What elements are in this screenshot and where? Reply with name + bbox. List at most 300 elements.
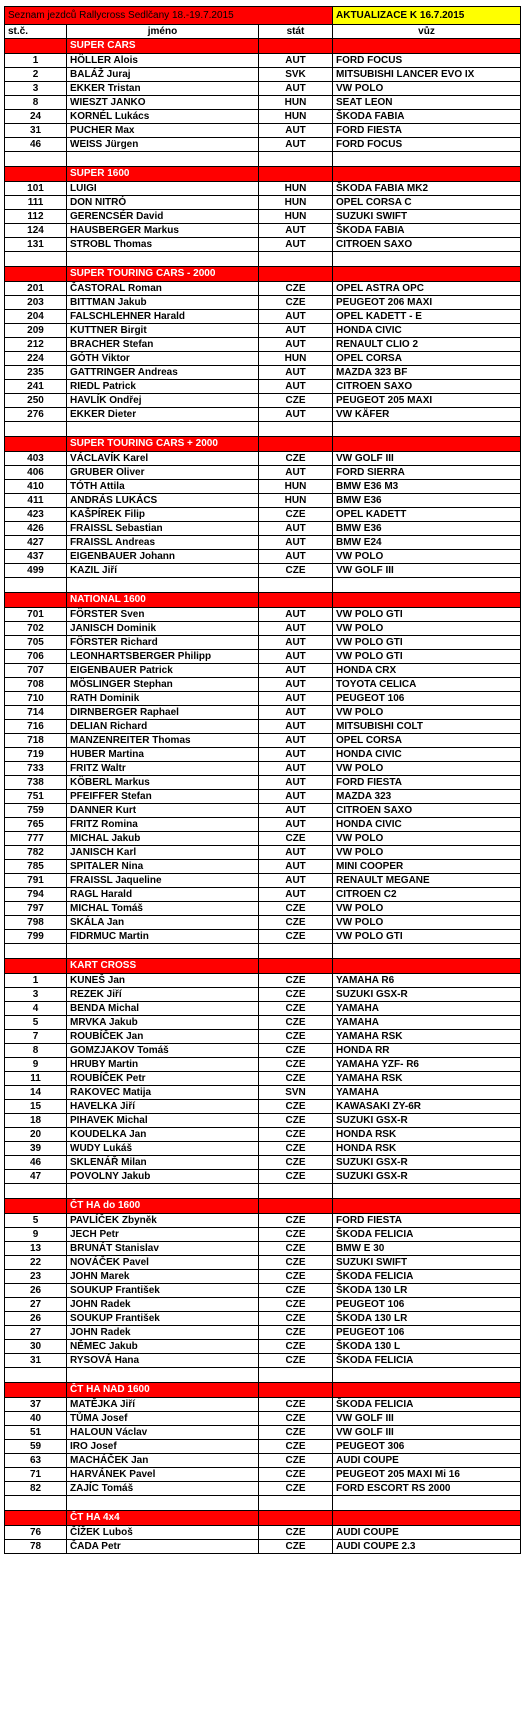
col-car-header: vůz (333, 25, 521, 39)
start-number: 101 (5, 182, 67, 196)
driver-name: EKKER Dieter (67, 408, 259, 422)
driver-name: FALSCHLEHNER Harald (67, 310, 259, 324)
start-number: 733 (5, 762, 67, 776)
country: CZE (259, 1142, 333, 1156)
car: YAMAHA (333, 1086, 521, 1100)
empty-cell (5, 422, 67, 437)
car: HONDA CIVIC (333, 748, 521, 762)
driver-name: PAVLÍČEK Zbyněk (67, 1214, 259, 1228)
car: ŠKODA FELICIA (333, 1354, 521, 1368)
driver-name: HRUBY Martin (67, 1058, 259, 1072)
entry-row (5, 282, 521, 296)
empty-cell (333, 959, 521, 974)
start-number: 250 (5, 394, 67, 408)
country: CZE (259, 1440, 333, 1454)
entry-row (5, 1030, 521, 1044)
country: HUN (259, 352, 333, 366)
driver-name: FRITZ Romina (67, 818, 259, 832)
start-number: 15 (5, 1100, 67, 1114)
country: CZE (259, 1468, 333, 1482)
car: CITROEN C2 (333, 888, 521, 902)
entry-row (5, 832, 521, 846)
entry-row (5, 564, 521, 578)
car: HONDA CIVIC (333, 818, 521, 832)
driver-name: GRUBER Oliver (67, 466, 259, 480)
driver-name: SKLENÁŘ Milan (67, 1156, 259, 1170)
car: RENAULT MEGANE (333, 874, 521, 888)
driver-name: FRAISSL Andreas (67, 536, 259, 550)
driver-name: KUNEŠ Jan (67, 974, 259, 988)
country: CZE (259, 564, 333, 578)
empty-cell (259, 944, 333, 959)
entry-row (5, 480, 521, 494)
country: AUT (259, 706, 333, 720)
start-number: 9 (5, 1228, 67, 1242)
start-number: 791 (5, 874, 67, 888)
entry-row (5, 196, 521, 210)
driver-name: ROUBÍČEK Petr (67, 1072, 259, 1086)
start-number: 111 (5, 196, 67, 210)
car: FORD FOCUS (333, 54, 521, 68)
driver-name: BRACHER Stefan (67, 338, 259, 352)
car: AUDI COUPE (333, 1454, 521, 1468)
car: RENAULT CLIO 2 (333, 338, 521, 352)
country: AUT (259, 748, 333, 762)
start-number: 201 (5, 282, 67, 296)
entry-row (5, 522, 521, 536)
empty-cell (259, 1511, 333, 1526)
start-number: 426 (5, 522, 67, 536)
empty-cell (333, 152, 521, 167)
country: AUT (259, 664, 333, 678)
driver-name: JOHN Radek (67, 1298, 259, 1312)
driver-name: SOUKUP František (67, 1284, 259, 1298)
start-number: 11 (5, 1072, 67, 1086)
entry-row (5, 1058, 521, 1072)
start-number: 235 (5, 366, 67, 380)
country: CZE (259, 1412, 333, 1426)
country: CZE (259, 1016, 333, 1030)
entry-row (5, 650, 521, 664)
empty-cell (259, 1496, 333, 1511)
start-number: 782 (5, 846, 67, 860)
driver-name: ANDRÁS LUKÁCS (67, 494, 259, 508)
driver-name: DON NITRÓ (67, 196, 259, 210)
empty-cell (259, 39, 333, 54)
driver-name: MRVKA Jakub (67, 1016, 259, 1030)
entry-row (5, 452, 521, 466)
entry-row (5, 324, 521, 338)
start-number: 738 (5, 776, 67, 790)
start-number: 23 (5, 1270, 67, 1284)
car: BMW E36 (333, 522, 521, 536)
empty-cell (5, 578, 67, 593)
start-number: 765 (5, 818, 67, 832)
start-number: 403 (5, 452, 67, 466)
entry-row (5, 1214, 521, 1228)
driver-name: SPITALER Nina (67, 860, 259, 874)
entry-row (5, 508, 521, 522)
start-number: 59 (5, 1440, 67, 1454)
start-number: 707 (5, 664, 67, 678)
entry-row (5, 110, 521, 124)
driver-name: DANNER Kurt (67, 804, 259, 818)
category-title: SUPER 1600 (67, 167, 259, 182)
start-number: 708 (5, 678, 67, 692)
country: CZE (259, 1058, 333, 1072)
car: MINI COOPER (333, 860, 521, 874)
start-number: 63 (5, 1454, 67, 1468)
entry-row (5, 988, 521, 1002)
entry-row (5, 82, 521, 96)
driver-name: WIESZT JANKO (67, 96, 259, 110)
car: CITROEN SAXO (333, 804, 521, 818)
country: CZE (259, 1002, 333, 1016)
empty-cell (259, 578, 333, 593)
category-title: ČT HA NAD 1600 (67, 1383, 259, 1398)
start-number: 209 (5, 324, 67, 338)
country: HUN (259, 210, 333, 224)
car: ŠKODA 130 L (333, 1340, 521, 1354)
country: AUT (259, 522, 333, 536)
country: AUT (259, 678, 333, 692)
entry-row (5, 394, 521, 408)
category-header-row (5, 267, 521, 282)
country: AUT (259, 366, 333, 380)
driver-name: TÓTH Attila (67, 480, 259, 494)
driver-name: KÖBERL Markus (67, 776, 259, 790)
spacer-row (5, 1184, 521, 1199)
entry-row (5, 338, 521, 352)
empty-cell (333, 578, 521, 593)
category-header-row (5, 39, 521, 54)
entry-row (5, 1256, 521, 1270)
empty-cell (333, 422, 521, 437)
country: CZE (259, 902, 333, 916)
spacer-row (5, 944, 521, 959)
entry-row (5, 888, 521, 902)
empty-cell (259, 437, 333, 452)
driver-name: FRAISSL Sebastian (67, 522, 259, 536)
entry-row (5, 494, 521, 508)
entry-row (5, 664, 521, 678)
car: VW GOLF III (333, 564, 521, 578)
start-number: 499 (5, 564, 67, 578)
start-number: 719 (5, 748, 67, 762)
entry-row (5, 692, 521, 706)
start-number: 20 (5, 1128, 67, 1142)
start-number: 411 (5, 494, 67, 508)
car: SUZUKI SWIFT (333, 1256, 521, 1270)
start-number: 716 (5, 720, 67, 734)
start-number: 701 (5, 608, 67, 622)
start-number: 22 (5, 1256, 67, 1270)
car: PEUGEOT 205 MAXI (333, 394, 521, 408)
spacer-row (5, 1496, 521, 1511)
car: PEUGEOT 206 MAXI (333, 296, 521, 310)
entry-row (5, 182, 521, 196)
entry-row (5, 874, 521, 888)
car: VW POLO GTI (333, 636, 521, 650)
entry-row (5, 1100, 521, 1114)
car: VW GOLF III (333, 1412, 521, 1426)
start-number: 31 (5, 1354, 67, 1368)
category-title: ČT HA do 1600 (67, 1199, 259, 1214)
driver-name: BENDA Michal (67, 1002, 259, 1016)
car: MAZDA 323 BF (333, 366, 521, 380)
entry-row (5, 224, 521, 238)
category-title: KART CROSS (67, 959, 259, 974)
category-title: ČT HA 4x4 (67, 1511, 259, 1526)
start-number: 46 (5, 138, 67, 152)
entry-row (5, 408, 521, 422)
empty-cell (5, 1511, 67, 1526)
driver-name: HAUSBERGER Markus (67, 224, 259, 238)
start-number: 798 (5, 916, 67, 930)
country: CZE (259, 394, 333, 408)
empty-cell (333, 1368, 521, 1383)
country: AUT (259, 790, 333, 804)
start-number: 224 (5, 352, 67, 366)
start-number: 24 (5, 110, 67, 124)
spacer-row (5, 422, 521, 437)
start-number: 14 (5, 1086, 67, 1100)
driver-name: PIHAVEK Michal (67, 1114, 259, 1128)
category-title: SUPER TOURING CARS - 2000 (67, 267, 259, 282)
driver-name: KAZIL Jiří (67, 564, 259, 578)
driver-name: KUTTNER Birgit (67, 324, 259, 338)
driver-name: FRITZ Waltr (67, 762, 259, 776)
empty-cell (259, 1383, 333, 1398)
start-number: 13 (5, 1242, 67, 1256)
car: PEUGEOT 205 MAXI Mi 16 (333, 1468, 521, 1482)
empty-cell (333, 1383, 521, 1398)
start-number: 82 (5, 1482, 67, 1496)
empty-cell (5, 1368, 67, 1383)
car: VW POLO (333, 846, 521, 860)
country: CZE (259, 1114, 333, 1128)
empty-cell (5, 1184, 67, 1199)
car: YAMAHA (333, 1016, 521, 1030)
empty-cell (5, 167, 67, 182)
driver-name: SOUKUP František (67, 1312, 259, 1326)
entry-row (5, 860, 521, 874)
column-header-row (5, 25, 521, 39)
entry-row (5, 1540, 521, 1554)
car: PEUGEOT 106 (333, 1298, 521, 1312)
car: AUDI COUPE (333, 1526, 521, 1540)
country: AUT (259, 846, 333, 860)
country: CZE (259, 508, 333, 522)
car: MAZDA 323 (333, 790, 521, 804)
car: ŠKODA 130 LR (333, 1284, 521, 1298)
country: CZE (259, 1426, 333, 1440)
driver-name: HÖLLER Alois (67, 54, 259, 68)
empty-cell (259, 152, 333, 167)
driver-name: JECH Petr (67, 1228, 259, 1242)
driver-name: MANZENREITER Thomas (67, 734, 259, 748)
start-number: 714 (5, 706, 67, 720)
driver-name: SKÁLA Jan (67, 916, 259, 930)
country: AUT (259, 338, 333, 352)
empty-cell (67, 1368, 259, 1383)
category-header-row (5, 959, 521, 974)
empty-cell (5, 267, 67, 282)
car: VW POLO (333, 916, 521, 930)
entry-row (5, 720, 521, 734)
driver-name: BALÁŽ Juraj (67, 68, 259, 82)
driver-name: MACHÁČEK Jan (67, 1454, 259, 1468)
empty-cell (67, 1184, 259, 1199)
country: HUN (259, 480, 333, 494)
driver-name: IRO Josef (67, 1440, 259, 1454)
empty-cell (333, 167, 521, 182)
empty-cell (5, 944, 67, 959)
car: PEUGEOT 106 (333, 692, 521, 706)
start-number: 37 (5, 1398, 67, 1412)
driver-name: REZEK Jiří (67, 988, 259, 1002)
entry-row (5, 1228, 521, 1242)
empty-cell (5, 152, 67, 167)
country: CZE (259, 452, 333, 466)
start-number: 47 (5, 1170, 67, 1184)
country: CZE (259, 1256, 333, 1270)
start-number: 777 (5, 832, 67, 846)
car: BMW E36 (333, 494, 521, 508)
start-number: 706 (5, 650, 67, 664)
entry-row (5, 1270, 521, 1284)
start-number: 241 (5, 380, 67, 394)
driver-name: WEISS Jürgen (67, 138, 259, 152)
start-number: 410 (5, 480, 67, 494)
car: CITROEN SAXO (333, 380, 521, 394)
country: CZE (259, 988, 333, 1002)
entry-row (5, 1156, 521, 1170)
car: OPEL KADETT (333, 508, 521, 522)
entry-row (5, 138, 521, 152)
country: AUT (259, 138, 333, 152)
empty-cell (259, 1184, 333, 1199)
start-number: 794 (5, 888, 67, 902)
entry-row (5, 310, 521, 324)
start-number: 759 (5, 804, 67, 818)
entry-row (5, 124, 521, 138)
car: FORD FIESTA (333, 776, 521, 790)
empty-cell (259, 1199, 333, 1214)
car: KAWASAKI ZY-6R (333, 1100, 521, 1114)
country: CZE (259, 1298, 333, 1312)
country: CZE (259, 1482, 333, 1496)
entry-row (5, 1312, 521, 1326)
car: VW POLO (333, 622, 521, 636)
car: FORD FIESTA (333, 1214, 521, 1228)
empty-cell (333, 39, 521, 54)
start-number: 27 (5, 1326, 67, 1340)
category-header-row (5, 437, 521, 452)
start-number: 124 (5, 224, 67, 238)
car: FORD ESCORT RS 2000 (333, 1482, 521, 1496)
country: AUT (259, 224, 333, 238)
car: VW POLO GTI (333, 650, 521, 664)
entry-row (5, 296, 521, 310)
empty-cell (259, 267, 333, 282)
empty-cell (67, 252, 259, 267)
entry-row (5, 1426, 521, 1440)
start-number: 406 (5, 466, 67, 480)
car: OPEL ASTRA OPC (333, 282, 521, 296)
empty-cell (5, 1496, 67, 1511)
country: CZE (259, 1072, 333, 1086)
driver-name: NĚMEC Jakub (67, 1340, 259, 1354)
entry-row (5, 734, 521, 748)
entry-row (5, 1440, 521, 1454)
country: CZE (259, 1326, 333, 1340)
empty-cell (5, 39, 67, 54)
country: AUT (259, 124, 333, 138)
car: VW POLO (333, 762, 521, 776)
driver-name: FRAISSL Jaqueline (67, 874, 259, 888)
car: HONDA RR (333, 1044, 521, 1058)
country: AUT (259, 238, 333, 252)
country: CZE (259, 1284, 333, 1298)
start-number: 71 (5, 1468, 67, 1482)
country: CZE (259, 1540, 333, 1554)
empty-cell (5, 437, 67, 452)
country: CZE (259, 1242, 333, 1256)
driver-name: WUDY Lukáš (67, 1142, 259, 1156)
entry-row (5, 1354, 521, 1368)
empty-cell (5, 1383, 67, 1398)
car: OPEL CORSA C (333, 196, 521, 210)
entry-row (5, 790, 521, 804)
empty-cell (5, 593, 67, 608)
empty-cell (333, 252, 521, 267)
entry-row (5, 210, 521, 224)
start-number: 1 (5, 54, 67, 68)
driver-name: GATTRINGER Andreas (67, 366, 259, 380)
entry-row (5, 96, 521, 110)
start-number: 5 (5, 1016, 67, 1030)
empty-cell (67, 1496, 259, 1511)
entry-row (5, 762, 521, 776)
country: HUN (259, 494, 333, 508)
entry-row (5, 974, 521, 988)
driver-name: HAVELKA Jiří (67, 1100, 259, 1114)
start-number: 26 (5, 1312, 67, 1326)
car: VW POLO (333, 832, 521, 846)
entry-row (5, 748, 521, 762)
driver-name: GERENCSÉR David (67, 210, 259, 224)
car: SUZUKI GSX-R (333, 1170, 521, 1184)
driver-name: EIGENBAUER Patrick (67, 664, 259, 678)
country: AUT (259, 720, 333, 734)
start-number: 40 (5, 1412, 67, 1426)
driver-name: HAVLÍK Ondřej (67, 394, 259, 408)
country: AUT (259, 82, 333, 96)
driver-name: HALOUN Václav (67, 1426, 259, 1440)
entry-row (5, 1482, 521, 1496)
driver-name: NOVÁČEK Pavel (67, 1256, 259, 1270)
driver-name: POVOLNY Jakub (67, 1170, 259, 1184)
start-number: 131 (5, 238, 67, 252)
car: ŠKODA FABIA (333, 224, 521, 238)
start-number: 212 (5, 338, 67, 352)
car: MITSUBISHI LANCER EVO IX (333, 68, 521, 82)
driver-name: STROBL Thomas (67, 238, 259, 252)
entry-row (5, 916, 521, 930)
start-number: 9 (5, 1058, 67, 1072)
country: HUN (259, 96, 333, 110)
